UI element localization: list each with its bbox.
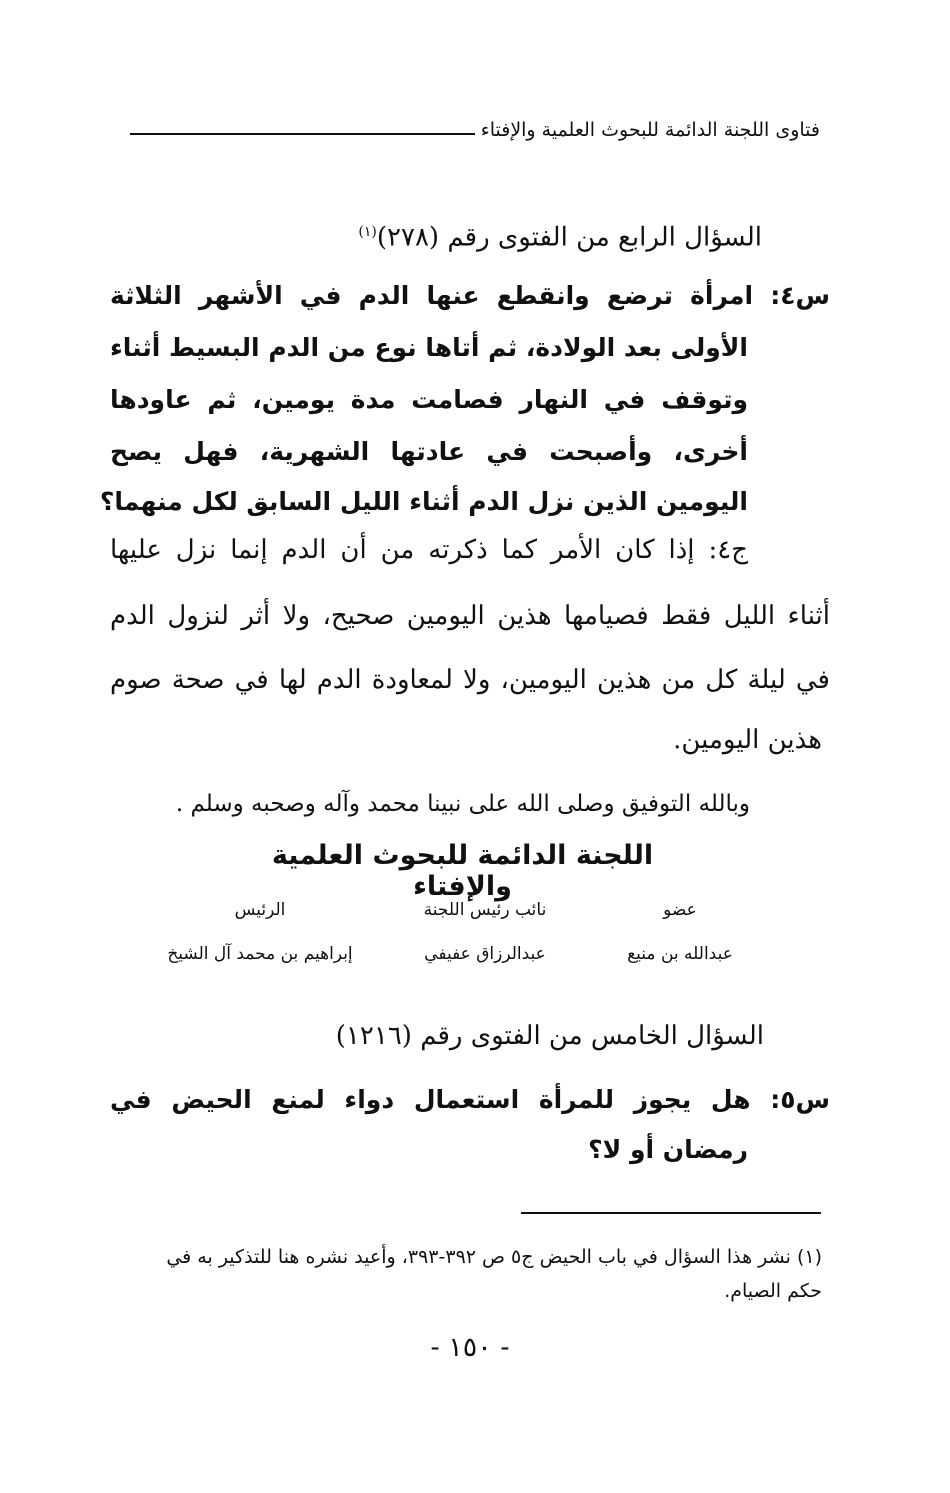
role-vice-chair: نائب رئيس اللجنة xyxy=(423,900,547,920)
q4-question-line-5 xyxy=(100,482,748,522)
running-header xyxy=(130,112,820,148)
q4-answer-line-2: أثناء الليل فقط فصيامها هذين اليومين صحيح، ولا أثر لنزول الدم xyxy=(110,601,830,631)
q4-question-line-1: س٤: امرأة ترضع وانقطع عنها الدم في الأشهر الثلاثة xyxy=(110,281,830,310)
q4-closing: وبالله التوفيق وصلى الله على نبينا محمد وآله وصحبه وسلم . xyxy=(175,791,750,817)
committee-title: اللجنة الدائمة للبحوث العلمية والإفتاء xyxy=(271,840,654,902)
q5-question-line-1: س٥: هل يجوز للمرأة استعمال دواء لمنع الحيض في xyxy=(110,1085,830,1114)
q4-answer-line-3: في ليلة كل من هذين اليومين، ولا لمعاودة الدم لها في صحة صوم xyxy=(110,665,830,695)
header-rule xyxy=(130,133,475,135)
q4-answer-line-1: ج٤: إذا كان الأمر كما ذكرته من أن الدم إنما نزل عليها xyxy=(110,535,748,565)
q4-heading xyxy=(358,212,762,258)
role-chair: الرئيس xyxy=(234,900,286,920)
q4-footnote-ref: (١) xyxy=(358,224,377,240)
q5-question-line-2 xyxy=(588,1130,748,1170)
q4-answer-line-4: هذين اليومين. xyxy=(673,725,822,755)
q4-question-line-5-text: اليومين الذين نزل الدم أثناء الليل السابق لكل منهما؟ xyxy=(99,487,748,516)
header-title: فتاوى اللجنة الدائمة للبحوث العلمية والإفتاء xyxy=(480,119,820,141)
page-number: - ١٥٠ - xyxy=(430,1332,510,1363)
footnote-line-1: (١) نشر هذا السؤال في باب الحيض ج٥ ص ٣٩٢-٣٩٣، وأعيد نشره هنا للتذكير به في xyxy=(166,1246,822,1268)
q4-question-line-4: أخرى، وأصبحت في عادتها الشهرية، فهل يصح xyxy=(110,437,748,466)
role-member: عضو xyxy=(663,900,697,920)
q5-question-line-2-text: رمضان أو لا؟ xyxy=(588,1135,748,1164)
vice-chair-name: عبدالرزاق عفيفي xyxy=(424,944,546,964)
q5-heading: السؤال الخامس من الفتوى رقم (١٢١٦) xyxy=(335,1021,764,1051)
footnote-line-2: حكم الصيام. xyxy=(724,1280,822,1302)
q4-heading-text: السؤال الرابع من الفتوى رقم (٢٧٨) xyxy=(376,222,762,253)
chair-name: إبراهيم بن محمد آل الشيخ xyxy=(167,944,353,964)
member-name: عبدالله بن منيع xyxy=(627,944,733,964)
q4-question-line-2: الأولى بعد الولادة، ثم أتاها نوع من الدم البسيط أثناء xyxy=(110,333,748,362)
footnote-separator xyxy=(521,1212,821,1214)
q4-question-line-3: وتوقف في النهار فصامت مدة يومين، ثم عاودها xyxy=(110,385,748,414)
